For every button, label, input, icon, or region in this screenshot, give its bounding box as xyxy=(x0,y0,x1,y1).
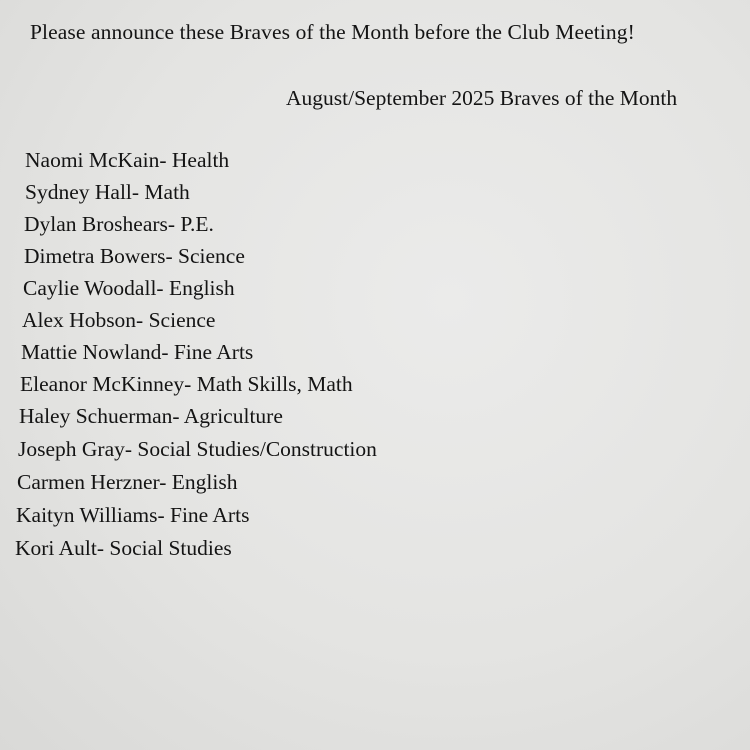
honoree-item: Joseph Gray- Social Studies/Construction xyxy=(18,437,377,461)
honoree-item: Sydney Hall- Math xyxy=(25,180,190,204)
honoree-item: Eleanor McKinney- Math Skills, Math xyxy=(20,372,353,396)
document-heading: August/September 2025 Braves of the Month xyxy=(286,86,678,110)
honoree-item: Caylie Woodall- English xyxy=(23,276,235,300)
honoree-item: Kori Ault- Social Studies xyxy=(15,536,232,560)
honoree-item: Dylan Broshears- P.E. xyxy=(24,212,214,236)
announcement-note: Please announce these Braves of the Month before the Club Meeting! xyxy=(30,20,635,44)
honoree-item: Alex Hobson- Science xyxy=(22,308,216,332)
honoree-item: Naomi McKain- Health xyxy=(25,148,230,172)
honoree-item: Dimetra Bowers- Science xyxy=(24,244,245,268)
honoree-item: Kaityn Williams- Fine Arts xyxy=(16,503,250,527)
honoree-item: Haley Schuerman- Agriculture xyxy=(19,404,283,428)
honoree-item: Mattie Nowland- Fine Arts xyxy=(21,340,254,364)
honoree-item: Carmen Herzner- English xyxy=(17,470,238,494)
